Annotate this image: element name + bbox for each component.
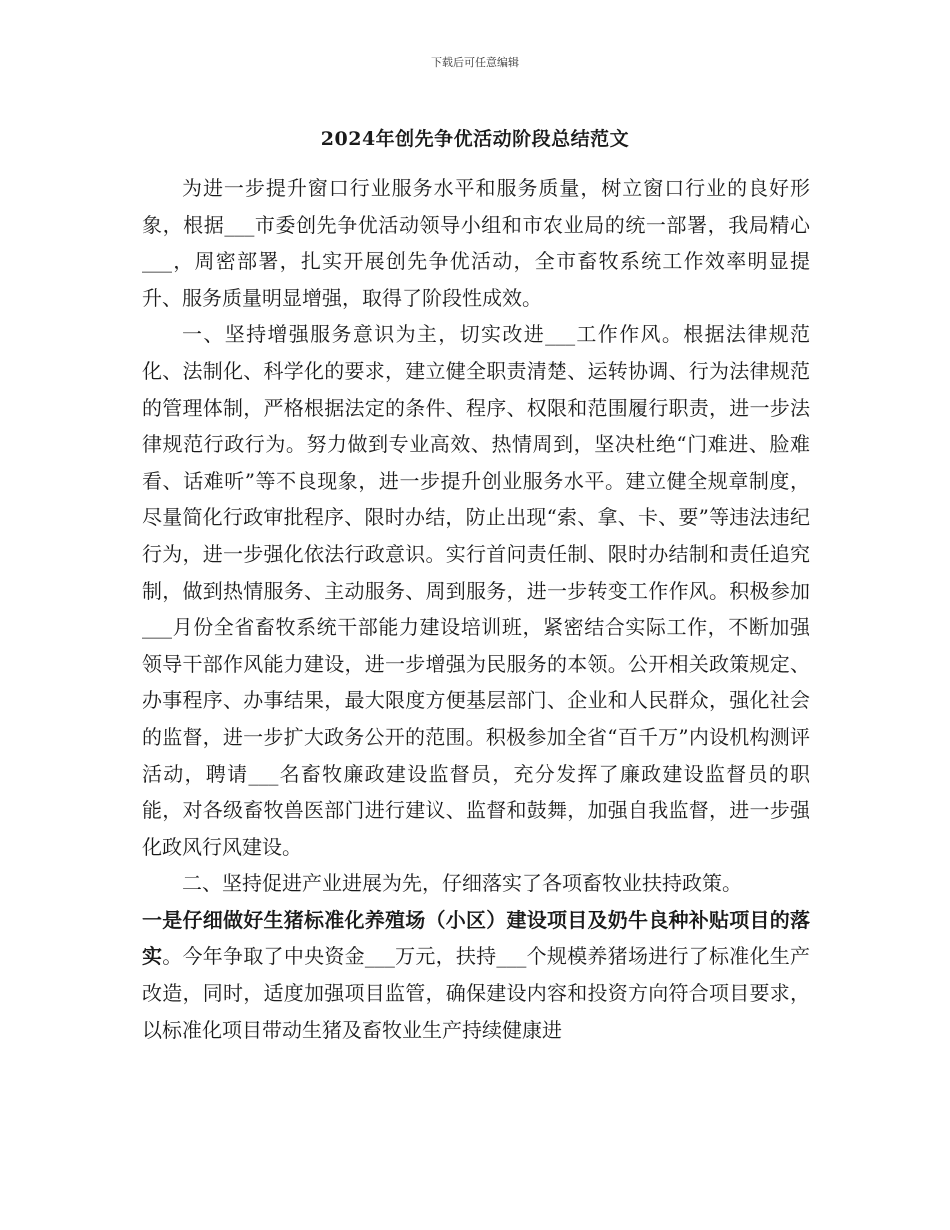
page-header: 下载后可任意编辑	[431, 56, 519, 69]
paragraph-section-2-item-1	[142, 902, 810, 1048]
document-body	[142, 170, 810, 1048]
paragraph-section-2-heading: 二、坚持促进产业进展为先，仔细落实了各项畜牧业扶持政策。	[182, 871, 742, 896]
bold-lead-text: 一是仔细做好生猪标准化养殖场（小区）建设项目及奶牛良种补贴项目的落实	[142, 907, 810, 969]
paragraph-continuation: 。今年争取了中央资金___万元，扶持___个规模养猪场进行了标准化生产改造，同时，适度加强项目监管，确保建设内容和投资方向符合项目要求，以标准化项目带动生猪及畜牧业生产持续健康进	[142, 944, 811, 1042]
document-title: 2024年创先争优活动阶段总结范文	[320, 128, 630, 150]
paragraph-section-1: 一、坚持增强服务意识为主，切实改进___工作作风。根据法律规范化、法制化、科学化的要求，建立健全职责清楚、运转协调、行为法律规范的管理体制，严格根据法定的条件、程序、权限和范围履行职责，进一步法律规范行政行为。努力做到专业高效、热情周到，坚决杜绝“门难进、脸难看、话难听”等不良现象，进一步提升创业服务水平。建立健全规章制度，尽量简化行政审批程序、限时办结，防止出现“索、拿、卡、要”等违法违纪行为，进一步强化依法行政意识。实行首问责任制、限时办结制和责任追究制，做到热情服务、主动服务、周到服务，进一步转变工作作风。积极参加___月份全省畜牧系统干部能力建设培训班，紧密结合实际工作，不断加强领导干部作风能力建设，进一步增强为民服务的本领。公开相关政策规定、办事程序、办事结果，最大限度方便基层部门、企业和人民群众，强化社会的监督，进一步扩大政务公开的范围。积极参加全省“百千万”内设机构测评活动，聘请___名畜牧廉政建设监督员，充分发挥了廉政建设监督员的职能，对各级畜牧兽医部门进行建议、监督和鼓舞，加强自我监督，进一步强化政风行风建设。	[142, 322, 810, 859]
paragraph-intro: 为进一步提升窗口行业服务水平和服务质量，树立窗口行业的良好形象，根据___市委创先争优活动领导小组和市农业局的统一部署，我局精心___，周密部署，扎实开展创先争优活动，全市畜牧系统工作效率明显提升、服务质量明显增强，取得了阶段性成效。	[142, 176, 810, 310]
